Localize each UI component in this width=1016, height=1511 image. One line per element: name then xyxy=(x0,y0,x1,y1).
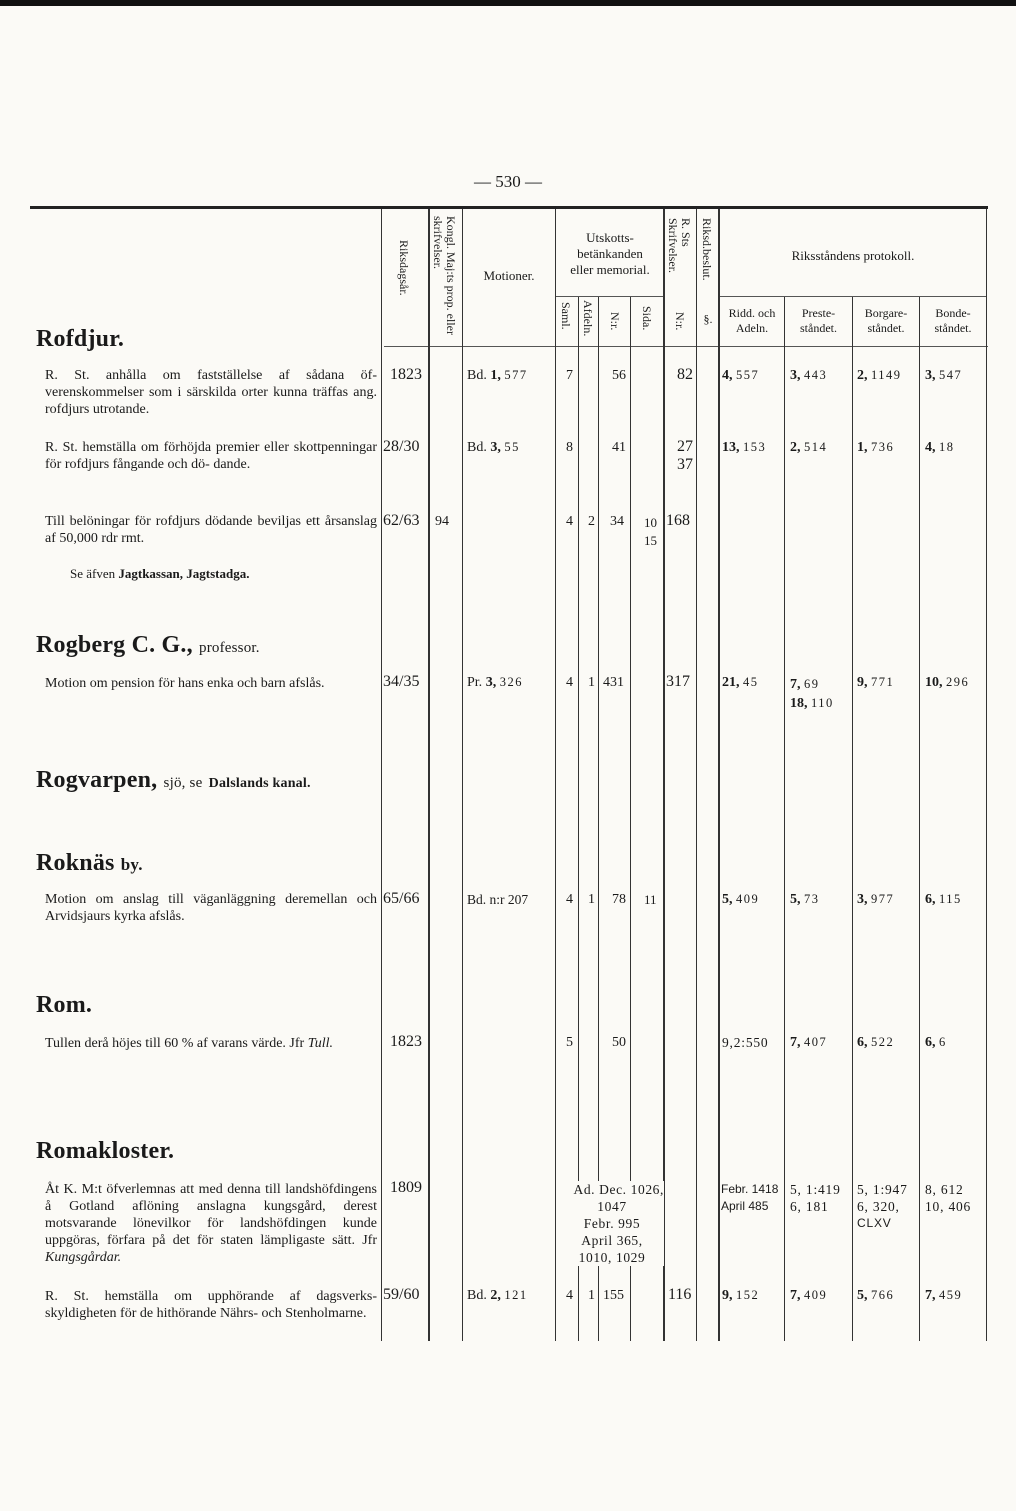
prot-borg: 1, 736 xyxy=(857,440,895,455)
col-line xyxy=(718,209,720,1341)
year: 1823 xyxy=(390,366,422,383)
prot-bonde: 4, 18 xyxy=(925,440,955,455)
col-line xyxy=(462,209,463,1341)
col-line xyxy=(663,209,665,1341)
year: 1809 xyxy=(390,1179,422,1196)
col-line xyxy=(696,209,697,1341)
entry-text: Tullen derå höjes till 60 % af varans värde. Jfr Tull. xyxy=(45,1036,333,1051)
utsk-nr: 78 xyxy=(612,892,626,907)
prot-ridd: 9, 152 xyxy=(722,1288,760,1303)
entry-text: R. St. hemställa om upphörande af dagsverks- skyldigheten för de hithörande Nährs- och Stenholmarne. xyxy=(45,1289,377,1321)
utsk-nr: 41 xyxy=(612,440,626,455)
prot-prest: 2, 514 xyxy=(790,440,828,455)
prot-prest: 7, 409 xyxy=(790,1288,828,1303)
prot-borg: 5, 766 xyxy=(857,1288,895,1303)
prot-ridd: 4, 557 xyxy=(722,368,760,383)
utsk-afd: 1 xyxy=(588,892,595,907)
entry-text: Åt K. M:t öfverlemnas att med denna till landshöfdingens å Gotland aflöning anslagna kungsgård, derest motsvarande lönevilkor för landshöfdingen kunde uppgöras, förfara på det för staten lämpligaste sätt. Jfr Kungsgårdar. xyxy=(45,1182,378,1265)
prop-ref: 94 xyxy=(435,514,449,529)
prot-borg: 5, 1:947 6, 320, CLXV xyxy=(857,1182,908,1230)
prot-borg: 9, 771 xyxy=(857,675,895,690)
sts-nr: 82 xyxy=(677,366,693,383)
top-border xyxy=(0,0,1016,6)
section-title-romakloster: Romakloster. xyxy=(36,1138,175,1164)
header-afdeln: Afdeln. xyxy=(581,300,595,337)
year: 1823 xyxy=(390,1033,422,1050)
header-borg: Borgare- ståndet. xyxy=(864,306,908,335)
utsk-afd: 1 xyxy=(588,1288,595,1303)
section-title-rom: Rom. xyxy=(36,992,93,1018)
prot-bonde: 8, 612 10, 406 xyxy=(925,1182,972,1214)
header-riksd: Riksd.beslut. xyxy=(700,218,714,281)
prot-prest: 5, 73 xyxy=(790,892,820,907)
prot-bonde: 3, 547 xyxy=(925,368,963,383)
year: 34/35 xyxy=(383,673,420,690)
utsk-saml: 8 xyxy=(566,440,573,455)
utsk-saml: 5 xyxy=(566,1035,573,1050)
prot-prest: 7, 407 xyxy=(790,1035,828,1050)
utsk-saml: 4 xyxy=(566,892,573,907)
motion-ref: Pr. 3, 326 xyxy=(467,675,523,690)
col-line xyxy=(784,297,785,1341)
prot-ridd: 9,2:550 xyxy=(722,1035,769,1050)
motion-ref: Bd. 3, 55 xyxy=(467,440,520,455)
col-line xyxy=(919,297,920,1341)
year: 65/66 xyxy=(383,890,420,907)
year: 28/30 xyxy=(383,438,420,455)
header-utsk-nr: N:r. xyxy=(608,312,622,331)
header-kongl: Kongl. Maj:ts prop. eller skrifvelser. xyxy=(431,216,458,335)
entry-text: Till belöningar för rofdjurs dödande beviljas ett årsanslag af 50,000 rdr rmt. xyxy=(45,514,377,546)
header-bonde: Bonde- ståndet. xyxy=(934,306,972,335)
header-riksdagsar: Riksdagsår. xyxy=(397,240,411,296)
utsk-sida: 11 xyxy=(644,892,657,907)
utsk-saml: 4 xyxy=(566,1288,573,1303)
header-motioner: Motioner. xyxy=(483,268,535,283)
prot-ridd: 21, 45 xyxy=(722,675,759,690)
col-line xyxy=(428,209,430,1341)
utsk-afd: 1 xyxy=(588,675,595,690)
section-title-rogvarpen: Rogvarpen, sjö, se Dalslands kanal. xyxy=(36,767,311,793)
header-protokoll: Riksståndens protokoll. xyxy=(791,248,915,263)
utsk-nr: 56 xyxy=(612,368,626,383)
entry-text: Motion om pension för hans enka och barn afslås. xyxy=(45,676,325,691)
section-title-roknas: Roknäs by. xyxy=(36,850,143,876)
section-title-rofdjur: Rofdjur. xyxy=(36,326,125,352)
header-saml: Saml. xyxy=(559,302,573,330)
entry-text: R. St. hemställa om förhöjda premier eller skottpenningar för rofdjurs fångande och dö- dande. xyxy=(45,440,377,472)
table-top-rule xyxy=(30,206,988,209)
prot-prest: 5, 1:419 6, 181 xyxy=(790,1182,841,1214)
page-number: — 530 — xyxy=(474,172,542,191)
header-prest: Preste- ståndet. xyxy=(800,306,837,335)
prot-ridd: 13, 153 xyxy=(722,440,767,455)
utskott-subrule xyxy=(556,296,664,297)
utsk-sida: 10 15 xyxy=(644,515,657,548)
year: 59/60 xyxy=(383,1286,420,1303)
entry-text: R. St. anhålla om fastställelse af sådana öf- verenskommelser som i särskilda orter kunna träffas ang. rofdjurs utrotande. xyxy=(45,368,377,417)
header-r-sts: R. Sts Skrifvelser. xyxy=(666,218,693,273)
header-sida: Sida. xyxy=(640,306,654,331)
section-title-rogberg: Rogberg C. G., professor. xyxy=(36,632,260,658)
sts-nr: 116 xyxy=(668,1286,692,1303)
col-line xyxy=(986,209,987,1341)
motion-ref: Bd. 1, 577 xyxy=(467,368,528,383)
prot-bonde: 6, 6 xyxy=(925,1035,947,1050)
utsk-saml: 4 xyxy=(566,514,573,529)
utsk-saml: 7 xyxy=(566,368,573,383)
sts-nr: 27 37 xyxy=(677,438,693,473)
utsk-nr: 34 xyxy=(610,514,624,529)
entry-text: Motion om anslag till väganläggning deremellan och Arvidsjaurs kyrka afslås. xyxy=(45,892,377,924)
prot-bonde: 6, 115 xyxy=(925,892,962,907)
header-paragraph: §. xyxy=(703,312,713,326)
prot-bonde: 7, 459 xyxy=(925,1288,963,1303)
sts-nr: 168 xyxy=(666,512,690,529)
utsk-afd: 2 xyxy=(588,514,595,529)
see-also: Se äfven Jagtkassan, Jagtstadga. xyxy=(70,566,250,581)
col-line xyxy=(381,209,382,1341)
protokoll-subrule xyxy=(720,296,986,297)
prot-prest: 3, 443 xyxy=(790,368,828,383)
sts-nr: 317 xyxy=(666,673,690,690)
utsk-saml: 4 xyxy=(566,675,573,690)
year: 62/63 xyxy=(383,512,420,529)
header-bottom-rule xyxy=(384,346,988,347)
prot-borg: 6, 522 xyxy=(857,1035,895,1050)
col-line xyxy=(852,297,853,1341)
utsk-refs: Ad. Dec. 1026, 1047 Febr. 995 April 365, 1010, 1029 xyxy=(560,1181,664,1266)
header-sts-nr: N:r. xyxy=(673,312,687,331)
motion-ref: Bd. 2, 121 xyxy=(467,1288,528,1303)
utsk-nr: 431 xyxy=(603,675,624,690)
prot-ridd: Febr. 1418 April 485 xyxy=(721,1182,779,1213)
prot-prest: 7, 69 18, 110 xyxy=(790,677,834,711)
utsk-nr: 155 xyxy=(603,1288,624,1303)
utsk-nr: 50 xyxy=(612,1035,626,1050)
prot-borg: 3, 977 xyxy=(857,892,895,907)
header-ridd: Ridd. och Adeln. xyxy=(728,306,776,335)
header-utskotts: Utskotts- betänkanden eller memorial. xyxy=(570,230,650,277)
prot-borg: 2, 1149 xyxy=(857,368,902,383)
col-line xyxy=(555,209,556,1341)
prot-bonde: 10, 296 xyxy=(925,675,970,690)
motion-ref: Bd. n:r 207 xyxy=(467,892,529,907)
prot-ridd: 5, 409 xyxy=(722,892,760,907)
